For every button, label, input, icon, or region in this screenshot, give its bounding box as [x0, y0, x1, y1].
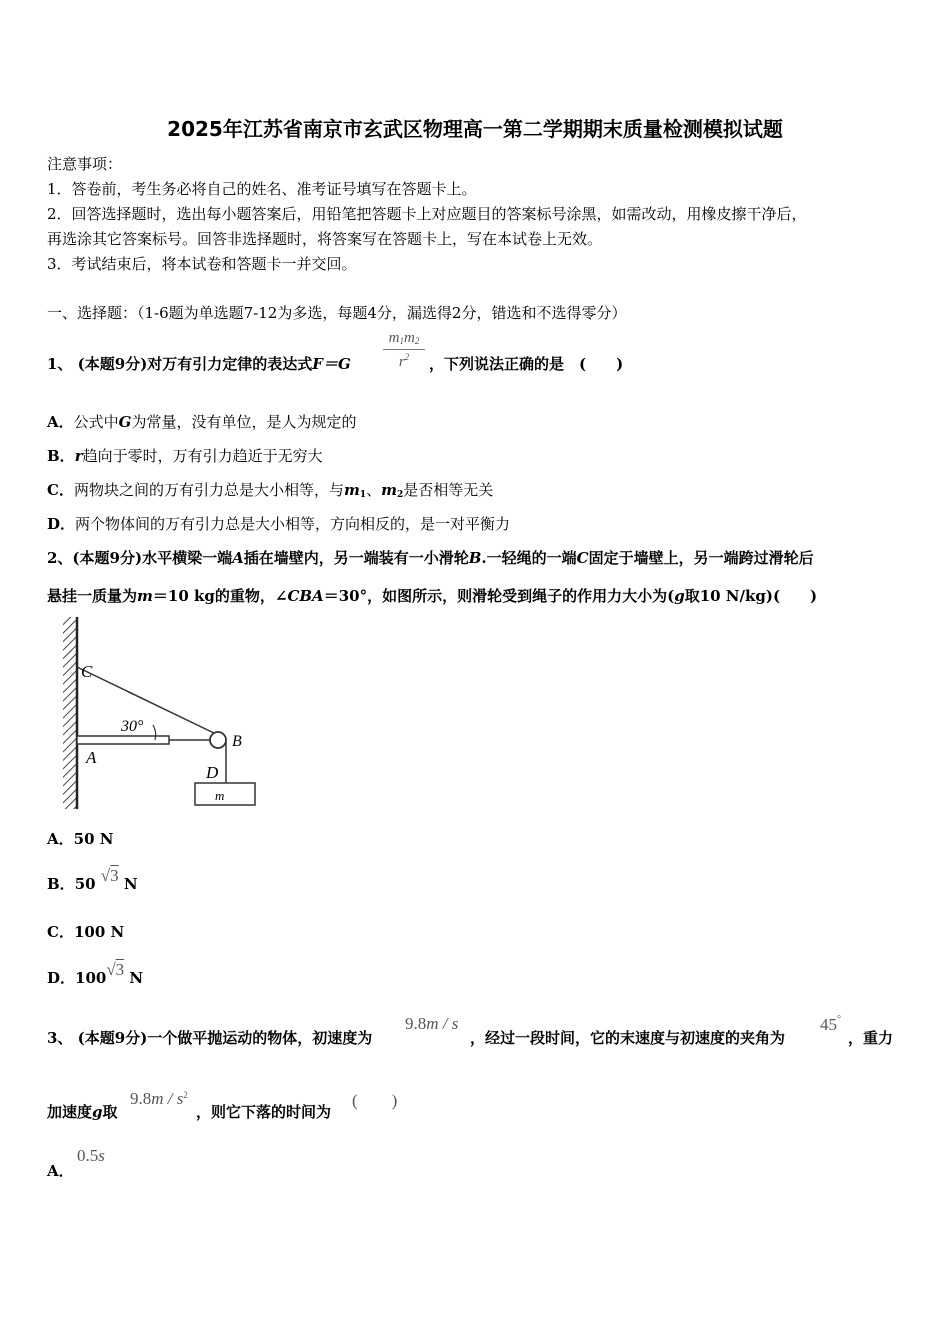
- q1-option-b[interactable]: [47, 445, 323, 466]
- notice-item-3: 3．考试结束后，将本试卷和答题卡一并交回。: [47, 255, 357, 273]
- q3-v0: [405, 1014, 458, 1034]
- sqrt-radicand: 3: [110, 866, 119, 885]
- notice-item-2: 2．回答选择题时，选出每小题答案后，用铅笔把答题卡上对应题目的答案标号涂黑，如需改动，用橡皮擦干净后，: [47, 205, 807, 223]
- option-label: D．: [47, 969, 76, 987]
- q3-option-a-value: [77, 1146, 105, 1166]
- option-label: A．: [47, 830, 74, 848]
- frac-m1: m: [388, 330, 400, 346]
- q3-text: 3、 (本题9分)一个做平抛运动的物体，初速度为: [47, 1029, 373, 1047]
- q2-var: B: [468, 549, 482, 567]
- q2-option-d[interactable]: [47, 960, 144, 988]
- q3-gval: [130, 1089, 188, 1109]
- sqrt-radicand: 3: [115, 960, 125, 979]
- option-label: B．: [47, 875, 75, 893]
- option-label: A．: [47, 413, 74, 431]
- q3-stem-line1: [47, 1027, 372, 1048]
- q3-v0-unit: m / s: [426, 1014, 459, 1033]
- q3-text: 取: [102, 1103, 118, 1121]
- option-sub: 2: [397, 490, 404, 500]
- q2-var: g: [674, 587, 685, 605]
- pulley: [210, 732, 226, 748]
- q1-suffix: ，下列说法正确的是 ( ): [429, 355, 624, 373]
- q3-stem-line1b: ，经过一段时间，它的末速度与初速度的夹角为: [470, 1029, 786, 1047]
- option-value: 50 N: [73, 830, 114, 848]
- label-c: C: [81, 662, 93, 681]
- frac-r: r: [398, 354, 405, 370]
- q2-text: 悬挂一质量为: [47, 587, 138, 605]
- option-label: B．: [47, 447, 75, 465]
- frac-r-sup: 2: [404, 352, 410, 362]
- label-b: B: [232, 733, 242, 750]
- sqrt-symbol: √3: [100, 866, 119, 885]
- rope-cb: [77, 667, 218, 735]
- option-value: 0.5: [77, 1146, 99, 1165]
- q1-option-a[interactable]: [47, 411, 356, 432]
- q2-option-b[interactable]: [47, 866, 138, 894]
- sqrt-symbol: √3: [106, 960, 125, 979]
- option-unit: N: [123, 875, 138, 893]
- q3-stem-line1c: ，重力: [848, 1029, 894, 1047]
- q3-g-unit: m / s: [151, 1089, 184, 1108]
- q2-text: 2、(本题9分)水平横梁一端: [47, 549, 233, 567]
- option-label: A．: [47, 1162, 74, 1180]
- q1-formula: F＝G: [312, 355, 351, 373]
- q1-option-c[interactable]: [47, 479, 493, 500]
- q2-stem-line1: [47, 547, 814, 568]
- q2-option-c[interactable]: [47, 921, 124, 942]
- q2-stem-line2: [47, 585, 817, 606]
- label-angle: 30°: [121, 718, 144, 735]
- q2-var: C: [576, 549, 589, 567]
- q3-text: 加速度: [47, 1103, 93, 1121]
- wall-hatch: [63, 617, 77, 809]
- option-text: 是否相等无关: [403, 481, 494, 499]
- q3-var: g: [92, 1103, 103, 1121]
- q2-var: CBA: [287, 587, 324, 605]
- label-d: D: [206, 763, 219, 782]
- option-unit: s: [98, 1146, 105, 1165]
- option-text: 为常量，没有单位，是人为规定的: [131, 413, 357, 431]
- q1-option-d[interactable]: [47, 513, 510, 534]
- frac-m1-sub: 1: [399, 336, 404, 346]
- q2-option-a[interactable]: [47, 828, 113, 849]
- option-value: 100: [75, 969, 107, 987]
- q1-prefix: 1、 (本题9分)对万有引力定律的表达式: [47, 355, 313, 373]
- q2-var: m: [137, 587, 153, 605]
- q3-angle-value: 45: [820, 1015, 837, 1034]
- q3-g-value: 9.8: [130, 1089, 152, 1108]
- q2-text: ＝10 kg的重物，∠: [152, 587, 288, 605]
- option-label: C．: [47, 481, 74, 499]
- page-title: 2025年江苏省南京市玄武区物理高一第二学期期末质量检测模拟试题: [167, 117, 783, 141]
- q2-text: ＝30°，如图所示，则滑轮受到绳子的作用力大小为(: [323, 587, 675, 605]
- q2-text: 取10 N/kg)( ): [684, 587, 818, 605]
- option-text: 趋向于零时，万有引力趋近于无穷大: [82, 447, 323, 465]
- q3-stem-line2: [47, 1101, 118, 1122]
- q3-answer-paren: ( ): [352, 1091, 398, 1110]
- option-label: C．: [47, 923, 74, 941]
- q2-text: 插在墙壁内，另一端装有一小滑轮: [243, 549, 469, 567]
- notice-heading: 注意事项：: [47, 155, 123, 173]
- option-text: 公式中: [73, 413, 119, 431]
- option-var: G: [118, 413, 132, 431]
- option-sep: 、: [366, 481, 382, 499]
- q3-stem-line2c: ，则它下落的时间为: [196, 1103, 332, 1121]
- option-text: 两个物体间的万有引力总是大小相等，方向相反的，是一对平衡力: [75, 515, 511, 533]
- option-unit: N: [129, 969, 144, 987]
- notice-item-1: 1．答卷前，考生务必将自己的姓名、准考证号填写在答题卡上。: [47, 180, 477, 198]
- q3-option-a[interactable]: [47, 1160, 74, 1181]
- option-label: D．: [47, 515, 76, 533]
- q3-angle: [820, 1014, 841, 1035]
- q1-fraction: [383, 330, 425, 371]
- notice-item-2-cont: 再选涂其它答案标号。回答非选择题时，将答案写在答题卡上，写在本试卷上无效。: [47, 230, 603, 248]
- option-sub: 1: [359, 490, 367, 500]
- q2-var: A: [232, 549, 244, 567]
- degree-mark: °: [837, 1014, 841, 1025]
- option-value: 50: [74, 875, 96, 893]
- option-var: m: [343, 481, 360, 499]
- section-heading: 一、选择题：（1-6题为单选题7-12为多选，每题4分，漏选得2分，错选和不选得零分）: [47, 304, 627, 322]
- option-value: 100 N: [73, 923, 125, 941]
- frac-m2-sub: 2: [414, 336, 420, 346]
- q2-text: 固定于墙壁上，另一端跨过滑轮后: [588, 549, 814, 567]
- q3-g-sup: 2: [183, 1090, 188, 1100]
- q1-stem: [47, 353, 351, 374]
- q2-text: .一轻绳的一端: [481, 549, 577, 567]
- option-var: m: [381, 481, 397, 499]
- option-text: 两物块之间的万有引力总是大小相等，与: [73, 481, 344, 499]
- frac-m2: m: [404, 330, 415, 346]
- q2-figure: [55, 615, 270, 815]
- weight-box: [195, 783, 255, 805]
- option-var: r: [74, 447, 83, 465]
- label-mass: m: [215, 788, 225, 803]
- label-a: A: [86, 748, 97, 767]
- q3-v0-value: 9.8: [405, 1014, 427, 1033]
